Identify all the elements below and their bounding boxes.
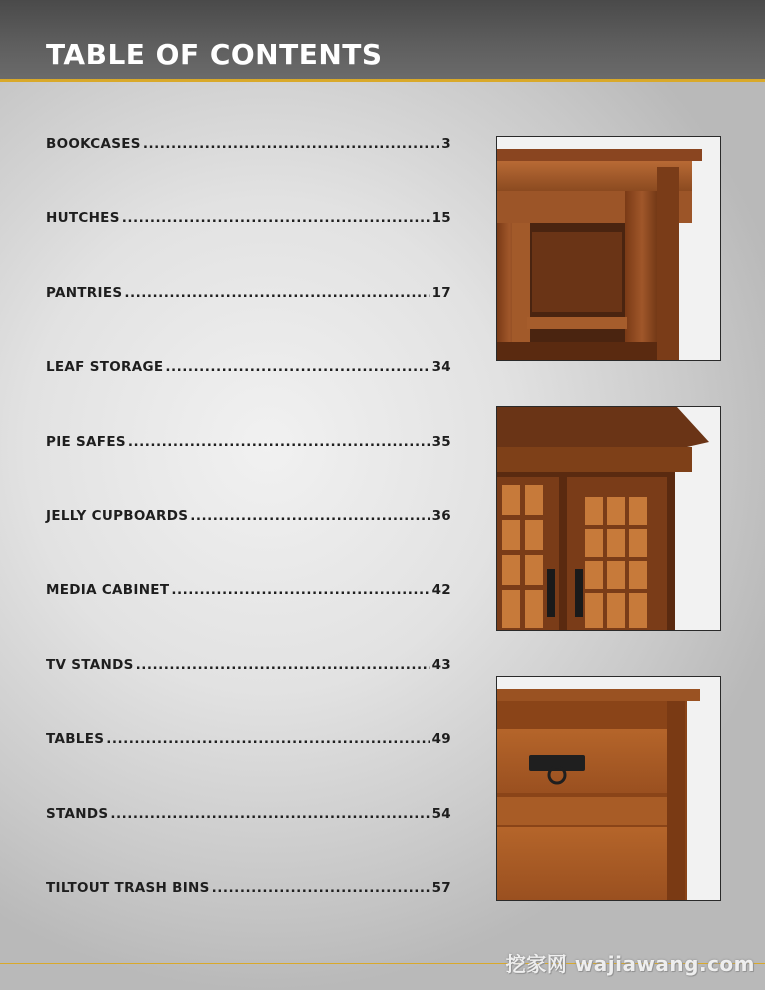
toc-label: BOOKCASES xyxy=(46,136,141,152)
toc-item-media-cabinet[interactable] xyxy=(46,582,451,656)
toc-page: 35 xyxy=(431,433,451,450)
toc-item-pie-safes[interactable] xyxy=(46,434,451,508)
toc-page: 3 xyxy=(441,136,451,152)
page-title: TABLE OF CONTENTS xyxy=(46,38,383,71)
toc-leader xyxy=(190,508,429,522)
table-of-contents xyxy=(46,136,451,954)
toc-page: 49 xyxy=(431,731,451,748)
toc-page: 15 xyxy=(431,210,451,227)
toc-label: TV STANDS xyxy=(46,656,134,673)
toc-label: LEAF STORAGE xyxy=(46,359,164,376)
toc-leader xyxy=(122,210,430,224)
toc-label: STANDS xyxy=(46,805,109,822)
toc-leader xyxy=(136,657,430,671)
toc-page: 36 xyxy=(431,507,451,524)
bookcase-photo xyxy=(496,136,721,361)
toc-item-hutches[interactable] xyxy=(46,210,451,284)
toc-item-leaf-storage[interactable] xyxy=(46,359,451,433)
toc-page: 17 xyxy=(431,284,451,301)
watermark: 挖家网 wajiawang.com xyxy=(505,952,755,976)
header-gold-rule xyxy=(0,79,765,82)
toc-label: JELLY CUPBOARDS xyxy=(46,507,189,524)
toc-leader xyxy=(212,880,430,894)
toc-page: 54 xyxy=(431,805,451,822)
hutch-photo xyxy=(496,406,721,631)
toc-leader xyxy=(124,285,429,299)
toc-item-pantries[interactable] xyxy=(46,285,451,359)
toc-page: 57 xyxy=(431,879,451,896)
toc-item-stands[interactable] xyxy=(46,806,451,880)
bookcase-illustration xyxy=(497,137,720,360)
toc-page: 43 xyxy=(431,656,451,673)
cabinet-photo xyxy=(496,676,721,901)
toc-leader xyxy=(165,359,429,373)
hutch-illustration xyxy=(497,407,720,630)
toc-item-bookcases[interactable] xyxy=(46,136,451,210)
toc-page: 42 xyxy=(431,582,451,599)
toc-page: 34 xyxy=(431,359,451,376)
toc-item-tv-stands[interactable] xyxy=(46,657,451,731)
toc-item-tables[interactable] xyxy=(46,731,451,805)
toc-label: HUTCHES xyxy=(46,210,120,227)
toc-item-jelly-cupboards[interactable] xyxy=(46,508,451,582)
toc-leader xyxy=(128,434,430,448)
toc-leader xyxy=(171,582,429,596)
toc-leader xyxy=(110,806,429,820)
header-bar xyxy=(0,0,765,80)
toc-leader xyxy=(106,731,429,745)
toc-item-tiltout-trash-bins[interactable] xyxy=(46,880,451,954)
toc-label: TILTOUT TRASH BINS xyxy=(46,879,210,896)
cabinet-illustration xyxy=(497,677,720,900)
toc-label: MEDIA CABINET xyxy=(46,582,170,599)
toc-label: PIE SAFES xyxy=(46,433,126,450)
toc-label: PANTRIES xyxy=(46,284,123,301)
toc-leader xyxy=(143,136,439,150)
toc-label: TABLES xyxy=(46,731,105,748)
